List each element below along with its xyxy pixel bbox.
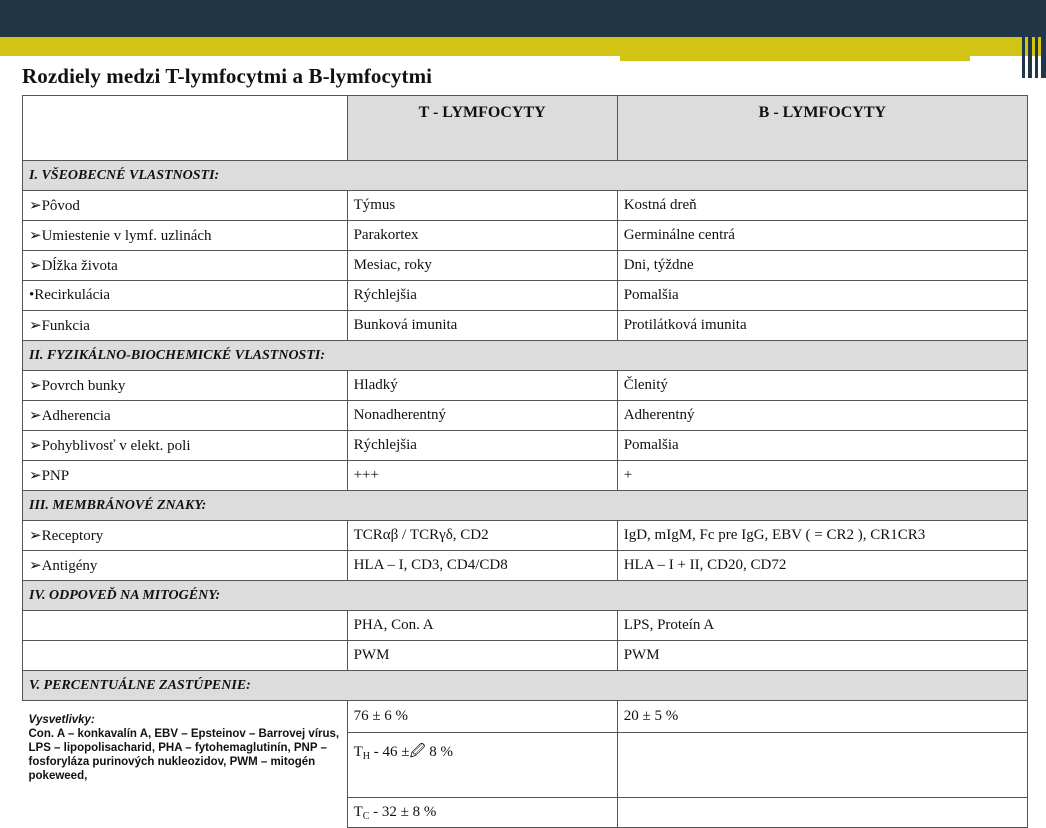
row-label: •Recirkulácia	[23, 281, 348, 311]
bullet-marker: ➢	[29, 468, 42, 484]
row-label: ➢PNP	[23, 461, 348, 491]
section-heading: I. VŠEOBECNÉ VLASTNOSTI:	[23, 161, 1028, 191]
t-value: $T_C - 32 \pm 8$ %	[347, 798, 617, 828]
table-row	[23, 311, 1028, 341]
row-label: ➢Povrch bunky	[23, 371, 348, 401]
table-row	[23, 551, 1028, 581]
b-value: IgD, mIgM, Fc pre IgG, EBV ( = CR2 ), CR1CR3	[617, 521, 1027, 551]
accent-stripe	[0, 37, 1046, 56]
section-heading: II. FYZIKÁLNO-BIOCHEMICKÉ VLASTNOSTI:	[23, 341, 1028, 371]
header-bar	[0, 0, 1046, 37]
row-label	[23, 641, 348, 671]
table-row	[23, 701, 1028, 733]
t-value: Parakortex	[347, 221, 617, 251]
row-label: ➢Umiestenie v lymf. uzlinách	[23, 221, 348, 251]
bullet-marker: ➢	[29, 528, 42, 544]
table-header-row	[23, 96, 1028, 161]
row-label: ➢Adherencia	[23, 401, 348, 431]
row-label: ➢Pohyblivosť v elekt. poli	[23, 431, 348, 461]
b-value: 20 ± 5 %	[617, 701, 1027, 733]
bullet-marker: ➢	[29, 558, 42, 574]
b-value	[617, 733, 1027, 798]
table-row	[23, 641, 1028, 671]
table-row	[23, 431, 1028, 461]
t-value: 76 ± 6 %	[347, 701, 617, 733]
bullet-marker: ➢	[29, 258, 42, 274]
bullet-marker: ➢	[29, 198, 42, 214]
notes-title: Vysvetlivky:	[28, 714, 95, 726]
t-value: Mesiac, roky	[347, 251, 617, 281]
header-t-lymfocyty: T - LYMFOCYTY	[347, 96, 617, 161]
section-heading-row	[23, 581, 1028, 611]
section-heading: IV. ODPOVEĎ NA MITOGÉNY:	[23, 581, 1028, 611]
b-value: Germinálne centrá	[617, 221, 1027, 251]
table-row	[23, 371, 1028, 401]
t-value: Rýchlejšia	[347, 281, 617, 311]
t-value: TCRαβ / TCRγδ, CD2	[347, 521, 617, 551]
row-label: ➢Dĺžka života	[23, 251, 348, 281]
header-b-lymfocyty: B - LYMFOCYTY	[617, 96, 1027, 161]
t-value: Nonadherentný	[347, 401, 617, 431]
section-heading-row	[23, 341, 1028, 371]
notes-text: Con. A – konkavalín A, EBV – Epsteinov – Barrovej vírus, LPS – lipopolisacharid, PHA – fytohemaglutinín, PNP – fosforyláza purinových nukleozidov, PWM – mitogén pokeweed,	[28, 728, 340, 782]
t-value: Týmus	[347, 191, 617, 221]
table-row	[23, 521, 1028, 551]
b-value: Kostná dreň	[617, 191, 1027, 221]
table-row	[23, 281, 1028, 311]
row-label: ➢Pôvod	[23, 191, 348, 221]
t-value: Rýchlejšia	[347, 431, 617, 461]
section-heading: V. PERCENTUÁLNE ZASTÚPENIE:	[23, 671, 1028, 701]
decorative-stripes	[1020, 0, 1046, 78]
header-empty-cell	[23, 96, 348, 161]
row-label	[23, 611, 348, 641]
section-heading-row	[23, 671, 1028, 701]
table-row	[23, 461, 1028, 491]
t-value: $T_H - 46$ ±🖉 8 %	[347, 733, 617, 798]
b-value: +	[617, 461, 1027, 491]
bullet-marker: ➢	[29, 378, 42, 394]
bullet-marker: ➢	[29, 438, 42, 454]
b-value	[617, 798, 1027, 828]
table-row	[23, 191, 1028, 221]
page-title: Rozdiely medzi T-lymfocytmi a B-lymfocytmi	[22, 64, 433, 88]
t-value: PHA, Con. A	[347, 611, 617, 641]
notes-cell	[23, 701, 348, 828]
accent-stripe-lower	[620, 56, 970, 61]
section-heading: III. MEMBRÁNOVÉ ZNAKY:	[23, 491, 1028, 521]
b-value: Pomalšia	[617, 281, 1027, 311]
bullet-marker: ➢	[29, 228, 42, 244]
b-value: Pomalšia	[617, 431, 1027, 461]
table-row	[23, 611, 1028, 641]
row-label: ➢Antigény	[23, 551, 348, 581]
t-value: Bunková imunita	[347, 311, 617, 341]
table-row	[23, 401, 1028, 431]
bullet-marker: ➢	[29, 318, 42, 334]
bullet-marker: •	[29, 287, 35, 303]
b-value: HLA – I + II, CD20, CD72	[617, 551, 1027, 581]
t-value: Hladký	[347, 371, 617, 401]
section-heading-row	[23, 161, 1028, 191]
b-value: Adherentný	[617, 401, 1027, 431]
table-row	[23, 221, 1028, 251]
t-value: +++	[347, 461, 617, 491]
row-label: ➢Receptory	[23, 521, 348, 551]
b-value: LPS, Proteín A	[617, 611, 1027, 641]
b-value: Členitý	[617, 371, 1027, 401]
b-value: Protilátková imunita	[617, 311, 1027, 341]
b-value: PWM	[617, 641, 1027, 671]
t-value: HLA – I, CD3, CD4/CD8	[347, 551, 617, 581]
table-row	[23, 251, 1028, 281]
comparison-table	[22, 95, 1028, 828]
section-heading-row	[23, 491, 1028, 521]
b-value: Dni, týždne	[617, 251, 1027, 281]
bullet-marker: ➢	[29, 408, 42, 424]
t-value: PWM	[347, 641, 617, 671]
row-label: ➢Funkcia	[23, 311, 348, 341]
